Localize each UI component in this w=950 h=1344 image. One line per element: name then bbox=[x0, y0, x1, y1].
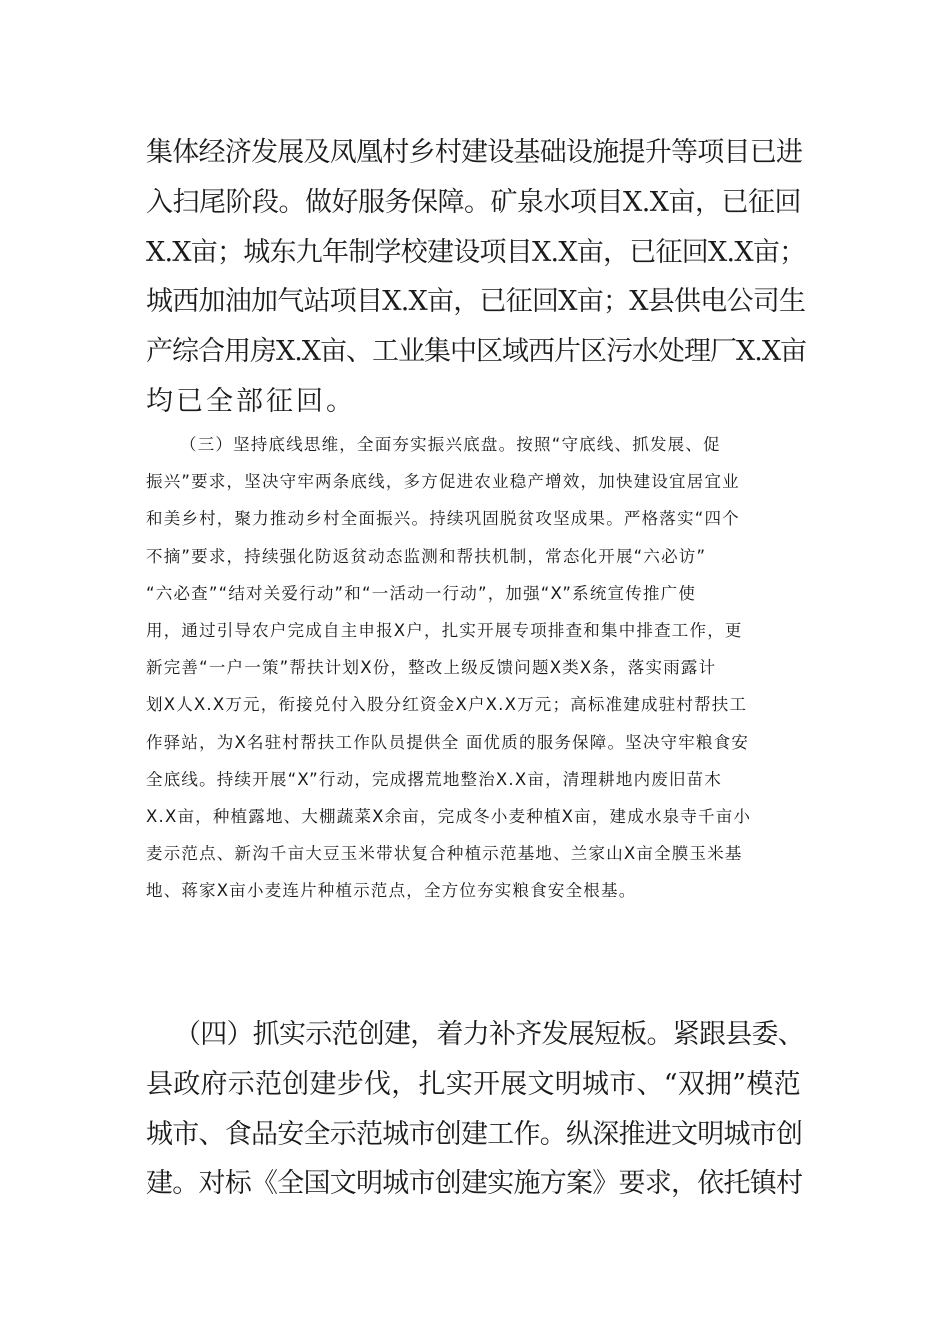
text-line: 集体经济发展及凤凰村乡村建设基础设施提升等项目已进 bbox=[146, 137, 803, 168]
text-line: 划X人X.X万元，衔接兑付入股分红资金X户X.X万元；高标准建成驻村帮扶工 bbox=[146, 695, 748, 715]
text-line: 全底线。持续开展“X”行动，完成撂荒地整治X.X亩，清理耕地内废旧苗木 bbox=[146, 769, 723, 789]
text-line: 麦示范点、新沟千亩大豆玉米带状复合种植示范基地、兰家山X亩全膜玉米基 bbox=[146, 844, 743, 864]
text-line: 建。对标《全国文明城市创建实施方案》要求，依托镇村 bbox=[146, 1168, 803, 1200]
text-line: 县政府示范创建步伐，扎实开展文明城市、“双拥”模范 bbox=[146, 1068, 801, 1100]
text-line: 城西加油加气站项目X.X亩，已征回X亩；X县供电公司生 bbox=[146, 286, 806, 318]
text-line: 均已全部征回。 bbox=[146, 385, 356, 417]
paragraph-bottom-line-thinking bbox=[146, 426, 806, 910]
text-line: （四）抓实示范创建，着力补齐发展短板。紧跟县委、 bbox=[174, 1019, 804, 1050]
text-line: 入扫尾阶段。做好服务保障。矿泉水项目X.X亩，已征回 bbox=[146, 186, 802, 218]
text-line: 不摘”要求，持续强化防返贫动态监测和帮扶机制，常态化开展“六必访” bbox=[146, 546, 707, 566]
text-line: （三）坚持底线思维，全面夯实振兴底盘。按照“守底线、抓发展、促 bbox=[180, 435, 721, 454]
text-line: 新完善“一户一策”帮扶计划X份，整改上级反馈问题X类X条，落实雨露计 bbox=[146, 658, 717, 678]
text-line: 地、蒋家X亩小麦连片种植示范点，全方位夯实粮食安全根基。 bbox=[146, 881, 637, 901]
text-line: 城市、食品安全示范城市创建工作。纵深推进文明城市创 bbox=[146, 1118, 803, 1150]
text-line: “六必查”“结对关爱行动”和“一活动一行动”，加强“X”系统宣传推广使 bbox=[146, 583, 697, 603]
paragraph-demonstration-creation bbox=[146, 1010, 806, 1209]
text-line: X.X亩；城东九年制学校建设项目X.X亩，已征回X.X亩； bbox=[146, 236, 806, 268]
text-line: 作驿站，为X名驻村帮扶工作队员提供全 面优质的服务保障。坚决守牢粮食安 bbox=[146, 732, 750, 752]
text-line: 用，通过引导农户完成自主申报X户，扎实开展专项排查和集中排查工作，更 bbox=[146, 621, 743, 641]
text-line: 振兴”要求，坚决守牢两条底线，多方促进农业稳产增效，加快建设宜居宜业 bbox=[146, 472, 740, 492]
text-line: 产综合用房X.X亩、工业集中区域西片区污水处理厂X.X亩 bbox=[146, 336, 807, 368]
paragraph-land-acquisition bbox=[146, 128, 806, 427]
text-line: X.X亩，种植露地、大棚蔬菜X余亩，完成冬小麦种植X亩，建成水泉寺千亩小 bbox=[146, 807, 752, 827]
text-line: 和美乡村，聚力推动乡村全面振兴。持续巩固脱贫攻坚成果。严格落实“四个 bbox=[146, 509, 740, 529]
